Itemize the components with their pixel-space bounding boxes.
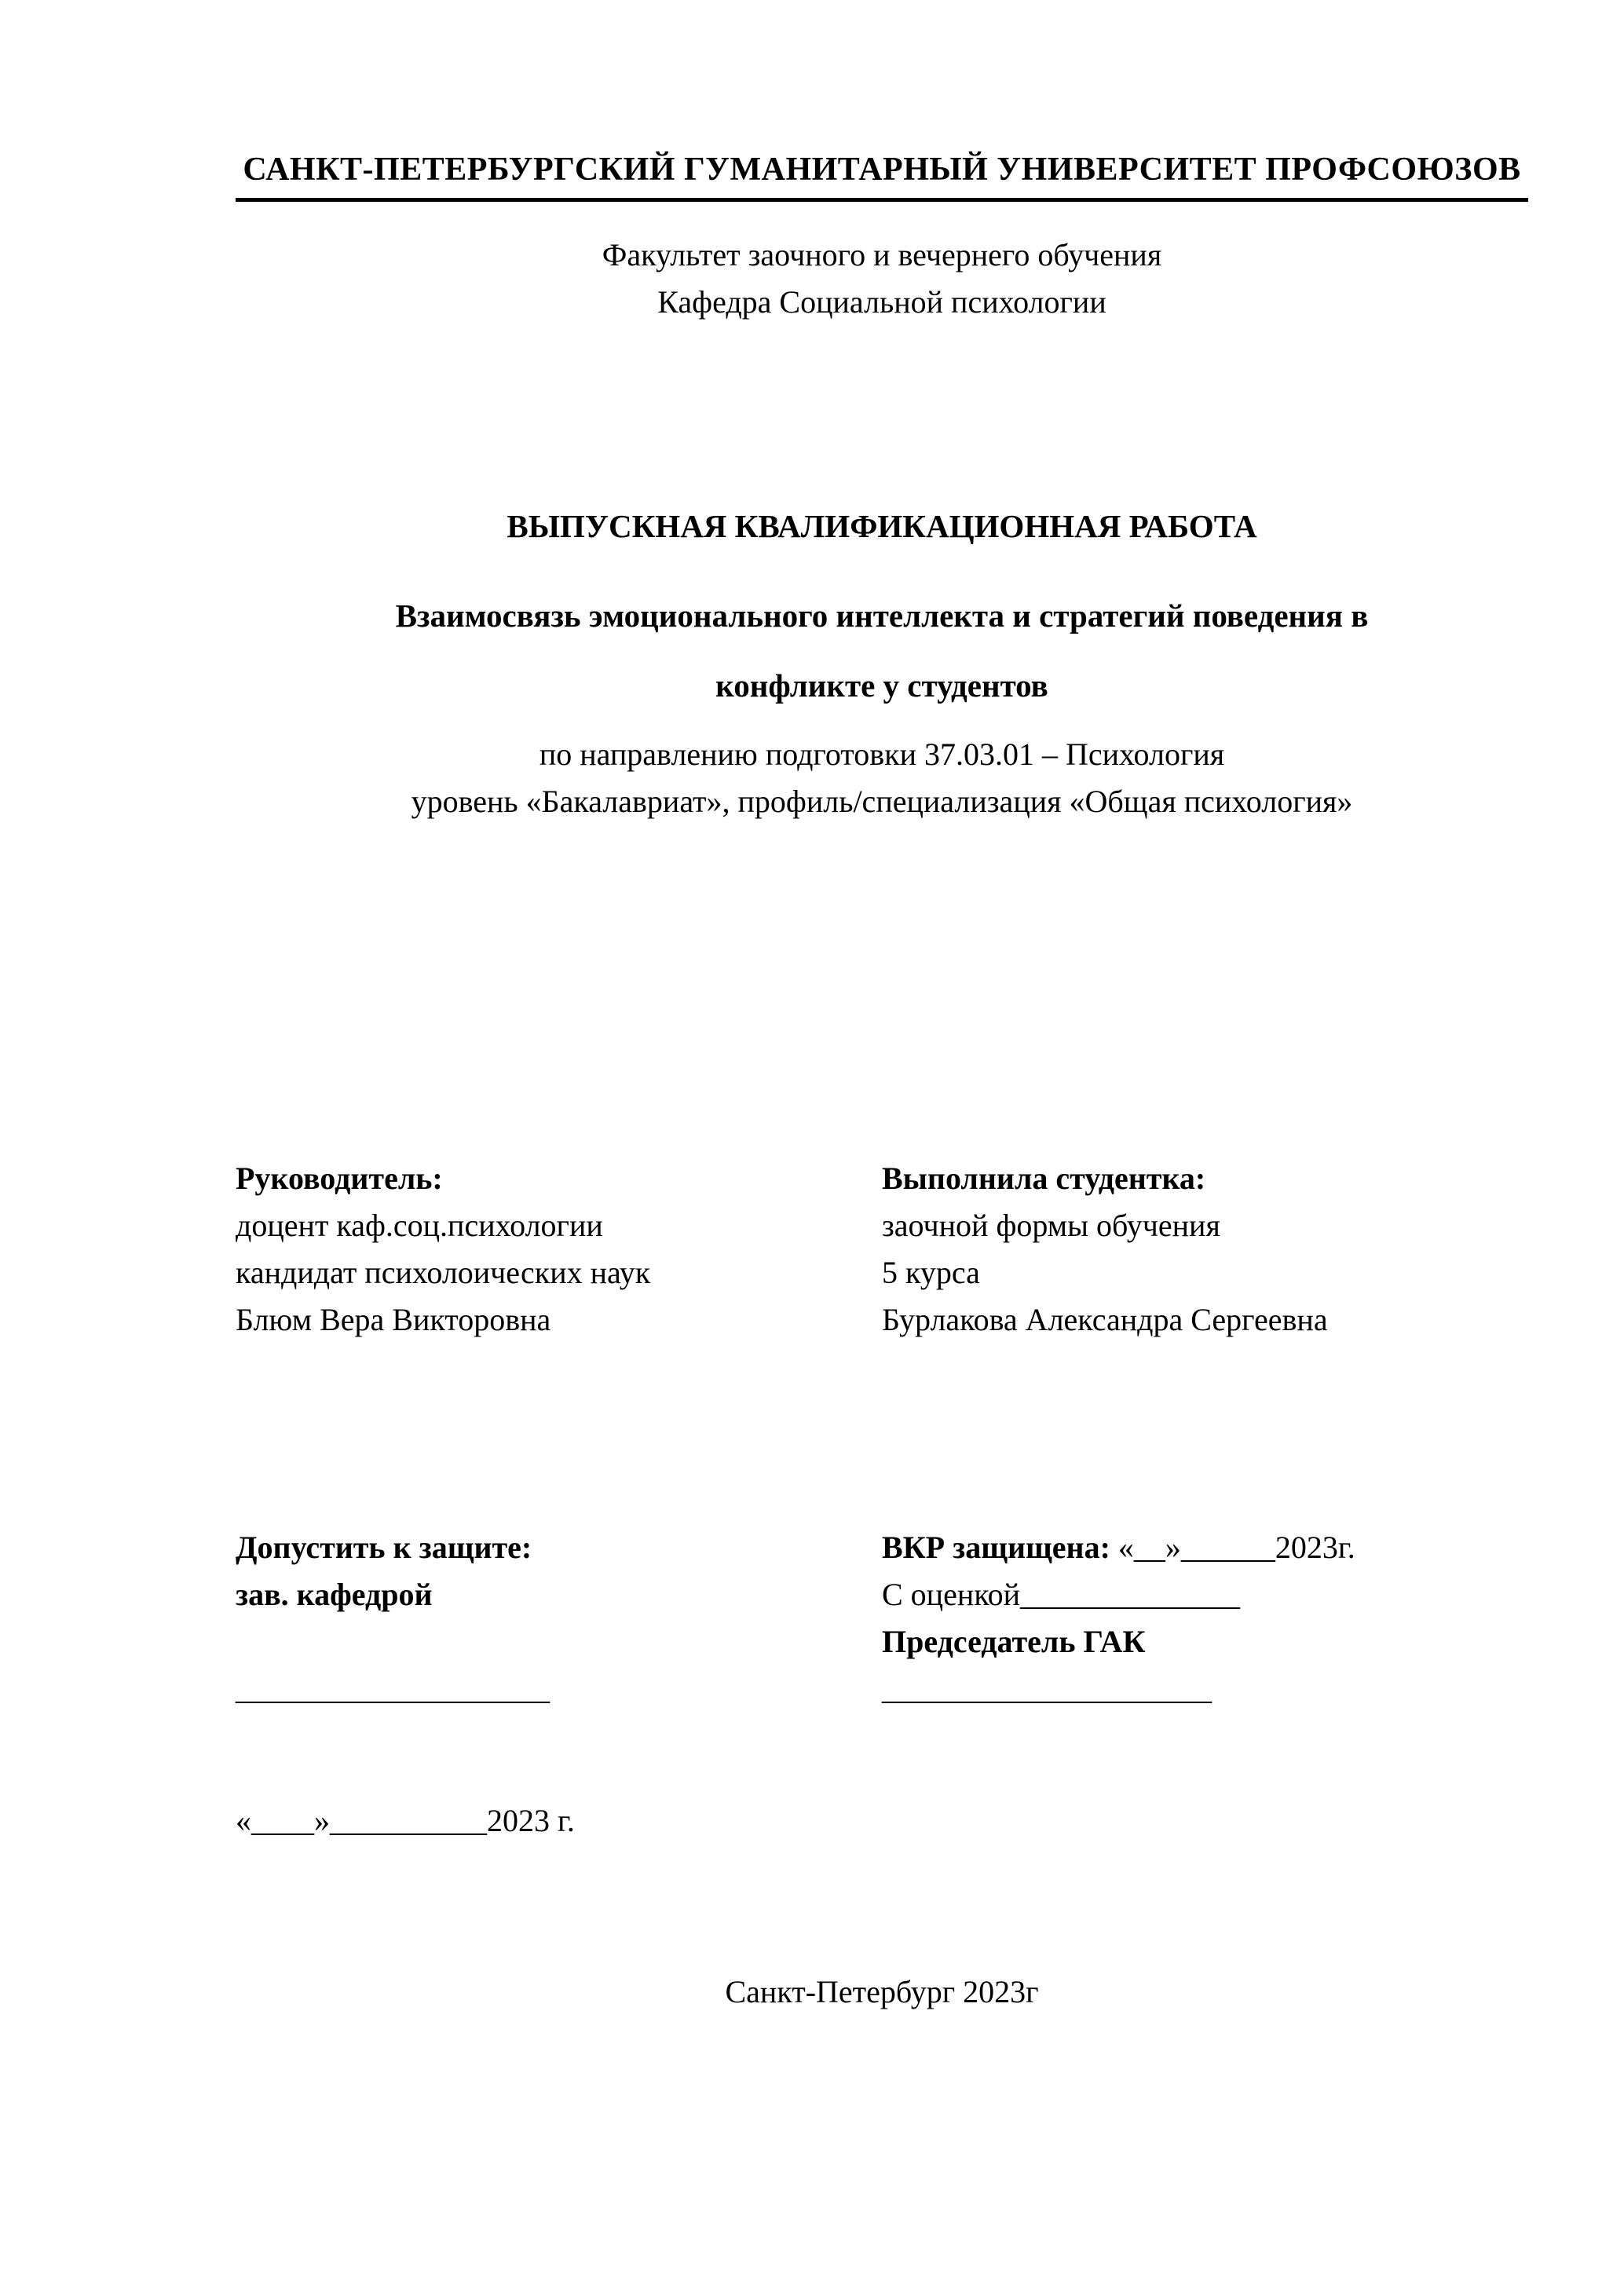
- student-column: [882, 1155, 1528, 1344]
- admission-signature-line: ____________________: [236, 1670, 550, 1706]
- people-block: [236, 1155, 1528, 1344]
- defense-label: ВКР защищена:: [882, 1529, 1110, 1565]
- admission-date-line: «____»__________2023 г.: [236, 1802, 575, 1838]
- student-study-form: заочной формы обучения: [882, 1207, 1220, 1243]
- faculty-line: Факультет заочного и вечернего обучения: [602, 237, 1162, 272]
- thesis-title-line1: Взаимосвязь эмоционального интеллекта и стратегий поведения в: [395, 597, 1369, 634]
- level-line: уровень «Бакалавриат», профиль/специализация «Общая психология»: [411, 783, 1353, 819]
- admission-heading: Допустить к защите:: [236, 1529, 532, 1565]
- defense-date-line: [882, 1524, 1528, 1571]
- defense-date-value: «__»______2023г.: [1110, 1529, 1355, 1565]
- defense-column: [882, 1524, 1528, 1713]
- supervisor-heading: Руководитель:: [236, 1160, 443, 1196]
- subheader-block: [236, 232, 1528, 326]
- supervisor-position: доцент каф.соц.психологии: [236, 1207, 603, 1243]
- student-name: Бурлакова Александра Сергеевна: [882, 1301, 1328, 1337]
- admission-column: [236, 1524, 882, 1713]
- student-course: 5 курса: [882, 1254, 980, 1290]
- thesis-title-line2: конфликте у студентов: [715, 667, 1048, 704]
- program-line: по направлению подготовки 37.03.01 – Психология: [539, 736, 1225, 772]
- work-type-heading: ВЫПУСКНАЯ КВАЛИФИКАЦИОННАЯ РАБОТА: [507, 508, 1257, 544]
- supervisor-column: [236, 1155, 882, 1344]
- city-year-footer: Санкт-Петербург 2023г: [725, 1973, 1039, 2009]
- defense-signature-line: _____________________: [882, 1670, 1212, 1706]
- supervisor-name: Блюм Вера Викторовна: [236, 1301, 551, 1337]
- admission-head-of-department: зав. кафедрой: [236, 1576, 433, 1612]
- student-heading: Выполнила студентка:: [882, 1160, 1206, 1196]
- blank-line: [236, 1618, 882, 1665]
- defense-grade-line: С оценкой______________: [882, 1576, 1241, 1612]
- university-header: САНКТ-ПЕТЕРБУРГСКИЙ ГУМАНИТАРНЫЙ УНИВЕРСИТЕТ ПРОФСОЮЗОВ: [236, 145, 1528, 202]
- defense-chairman: Председатель ГАК: [882, 1623, 1146, 1659]
- department-line: Кафедра Социальной психологии: [657, 284, 1106, 320]
- supervisor-degree: кандидат психолоических наук: [236, 1254, 651, 1290]
- approval-block: [236, 1524, 1528, 1713]
